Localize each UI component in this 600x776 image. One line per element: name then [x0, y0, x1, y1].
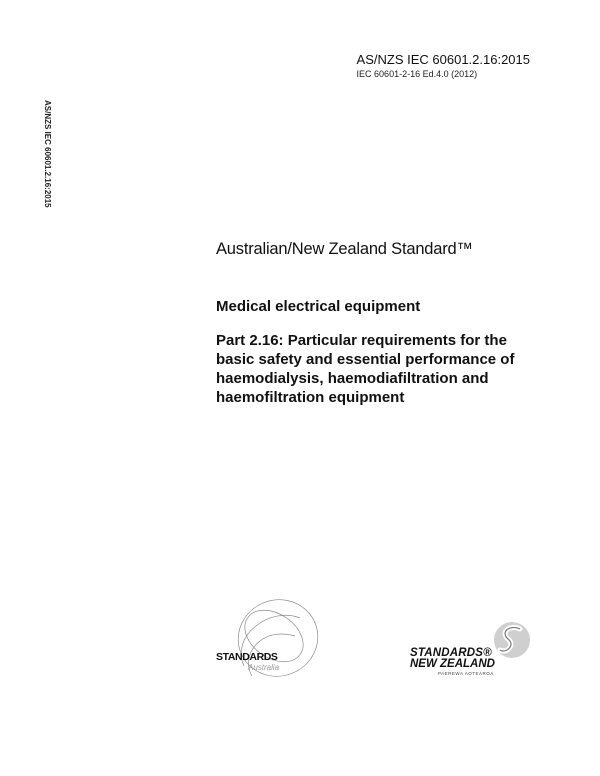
swirl-icon: [200, 596, 330, 686]
snz-maori-text: PAEREWA AOTEAROA: [438, 671, 494, 676]
standards-new-zealand-logo: [408, 620, 538, 680]
snz-wordmark-line2: NEW ZEALAND: [410, 658, 495, 670]
standard-header: [357, 52, 530, 79]
sa-wordmark: STANDARDS: [216, 651, 278, 663]
iec-reference: IEC 60601-2-16 Ed.4.0 (2012): [356, 69, 478, 79]
standard-type: Australian/New Zealand Standard™: [216, 240, 473, 258]
document-title: Medical electrical equipment: [216, 298, 421, 315]
standards-australia-logo: [200, 596, 330, 686]
sa-subtext: Australia: [248, 663, 280, 672]
snz-wordmark-line1: STANDARDS®: [410, 647, 492, 659]
document-subtitle: Part 2.16: Particular requirements for the basic safety and essential performance of haemodialysis, haemodiafiltration and haemofiltration equipment: [216, 332, 515, 406]
standard-number: AS/NZS IEC 60601.2.16:2015: [356, 52, 530, 67]
spine-label: AS/NZS IEC 60601.2.16:2015: [43, 100, 52, 208]
snz-s-icon: [492, 620, 532, 660]
